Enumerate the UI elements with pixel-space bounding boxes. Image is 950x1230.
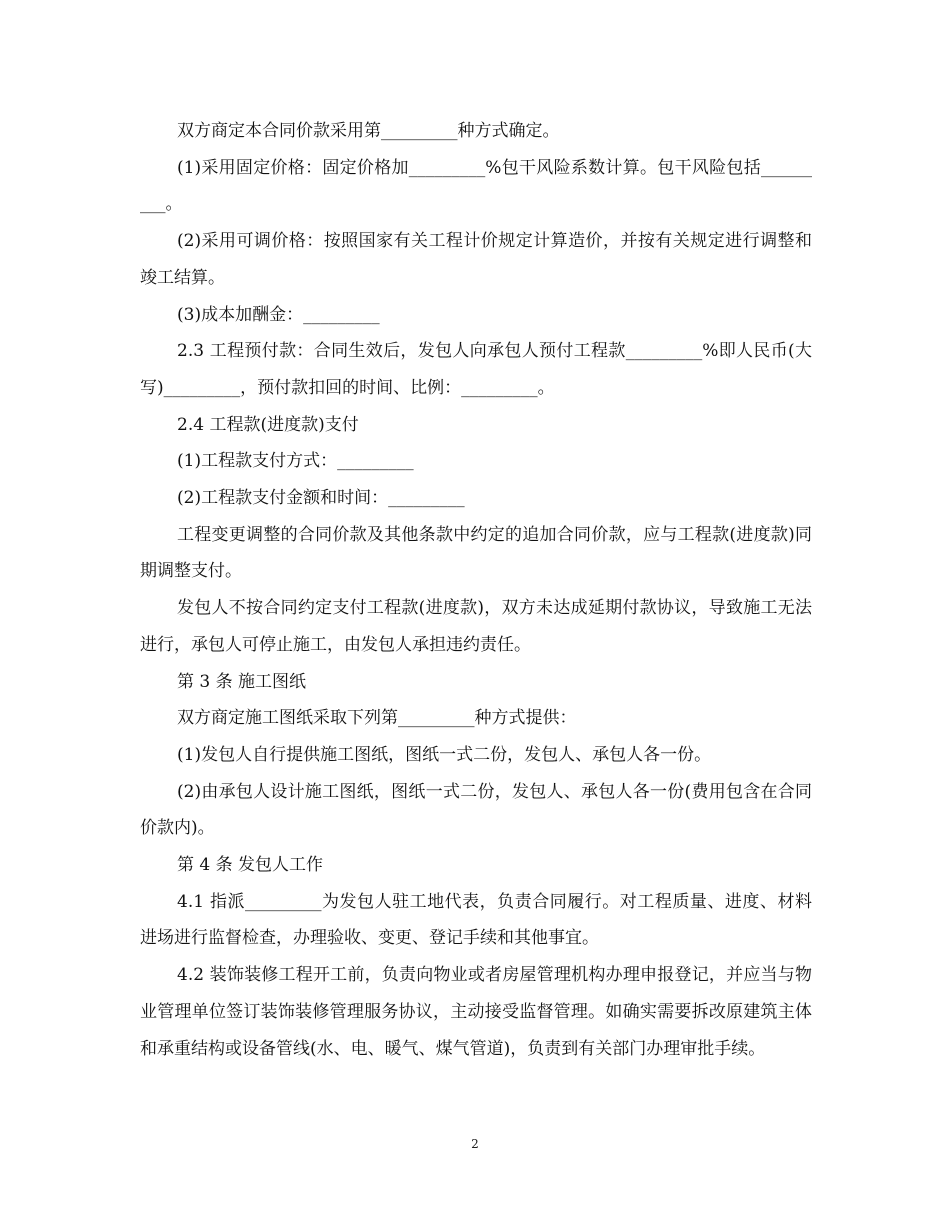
section-heading-article-3: 第 3 条 施工图纸	[177, 671, 307, 692]
paragraph-price-method: 双方商定本合同价款采用第_________种方式确定。	[177, 121, 560, 141]
document-body	[140, 113, 812, 1067]
paragraph-payment-amount-time: (2)工程款支付金额和时间：_________	[177, 488, 465, 509]
paragraph-drawings-by-owner: (1)发包人自行提供施工图纸，图纸一式二份，发包人、承包人各一份。	[177, 744, 712, 765]
paragraph-owner-representative: 4.1 指派_________为发包人驻工地代表，负责合同履行。对工程质量、进度、材料进场进行监督检查，办理验收、变更、登记手续和其他事宜。	[140, 891, 812, 949]
paragraph-progress-payment-heading: 2.4 工程款(进度款)支付	[177, 414, 359, 435]
paragraph-payment-method: (1)工程款支付方式：_________	[177, 451, 414, 472]
paragraph-registration-approval: 4.2 装饰装修工程开工前，负责向物业或者房屋管理机构办理申报登记，并应当与物业管理单位签订装饰装修管理服务协议，主动接受监督管理。如确实需要拆改原建筑主体和承重结构或设备管线(水、电、暖气、煤气管道)，负责到有关部门办理审批手续。	[140, 965, 812, 1059]
paragraph-adjustable-price: (2)采用可调价格：按照国家有关工程计价规定计算造价，并按有关规定进行调整和竣工结算。	[140, 231, 812, 288]
page-number: 2	[471, 1137, 479, 1151]
paragraph-change-adjustment: 工程变更调整的合同价款及其他条款中约定的追加合同价款，应与工程款(进度款)同期调整支付。	[140, 524, 812, 582]
paragraph-drawings-by-contractor: (2)由承包人设计施工图纸，图纸一式二份，发包人、承包人各一份(费用包含在合同价款内)。	[140, 781, 812, 839]
paragraph-cost-plus: (3)成本加酬金：_________	[177, 304, 380, 325]
paragraph-advance-payment: 2.3 工程预付款：合同生效后，发包人向承包人预付工程款_________%即人民币(大写)_________，预付款扣回的时间、比例：_________。	[140, 341, 812, 398]
section-heading-article-4: 第 4 条 发包人工作	[177, 855, 324, 876]
paragraph-fixed-price: (1)采用固定价格：固定价格加_________%包干风险系数计算。包干风险包括_________。	[140, 157, 812, 215]
paragraph-default-liability: 发包人不按合同约定支付工程款(进度款)，双方未达成延期付款协议，导致施工无法进行，承包人可停止施工，由发包人承担违约责任。	[140, 598, 812, 655]
paragraph-drawings-method: 双方商定施工图纸采取下列第_________种方式提供：	[177, 708, 577, 729]
